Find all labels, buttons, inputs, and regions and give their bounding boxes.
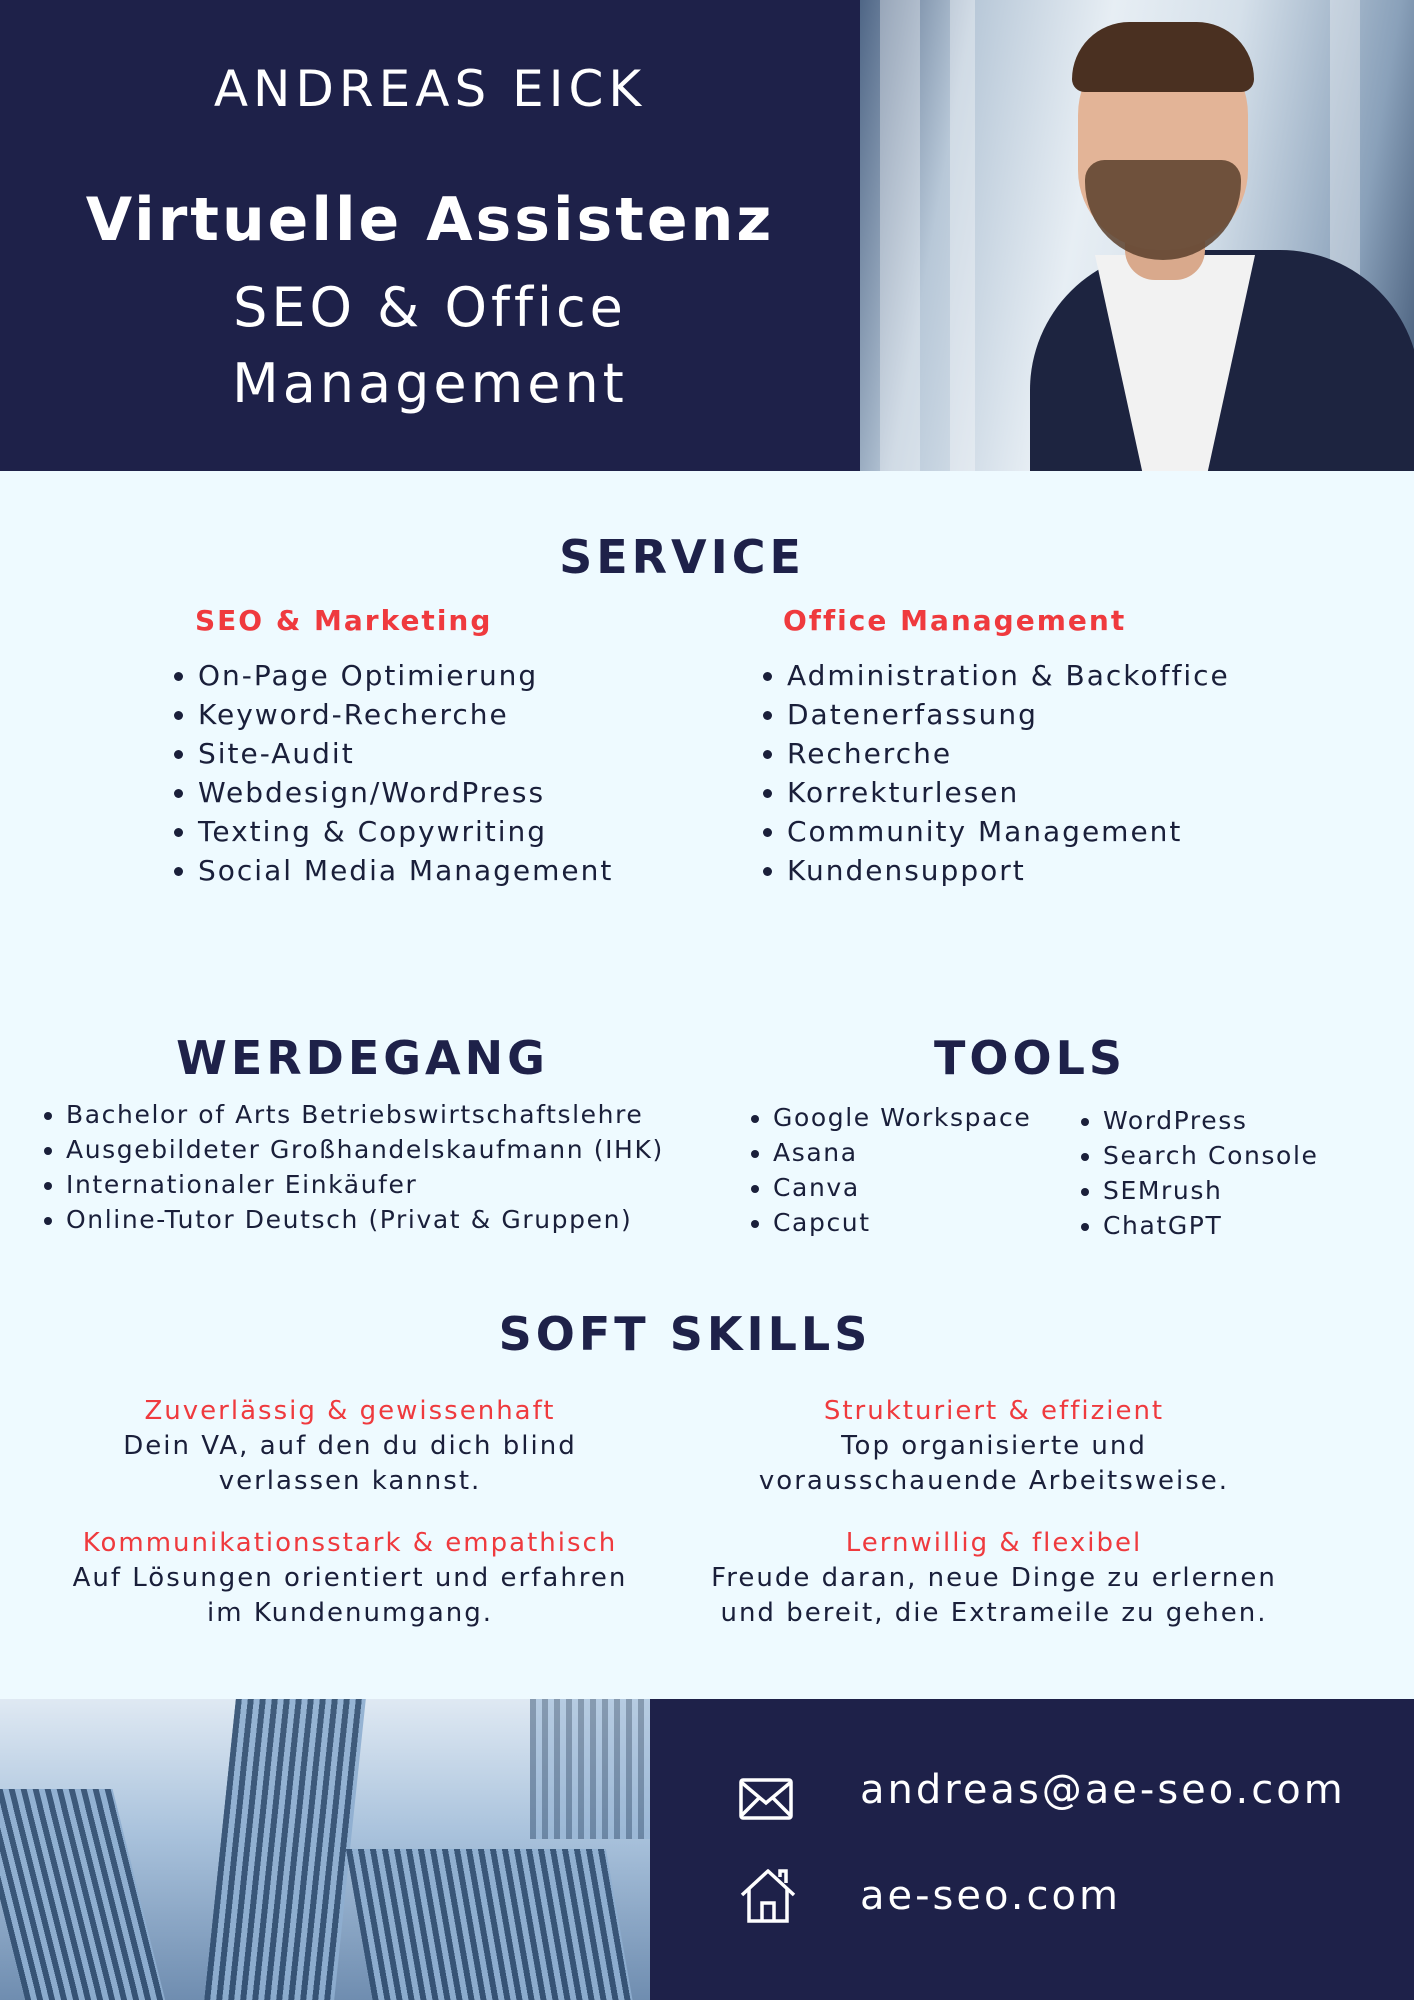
soft-skill-item	[30, 1526, 670, 1631]
house-icon	[738, 1867, 798, 1929]
portrait-photo	[860, 0, 1414, 471]
soft-skill-title: Kommunikationsstark & empathisch	[82, 1528, 618, 1558]
list-item: • Asana	[773, 1135, 1031, 1170]
seo-services-list	[170, 656, 613, 890]
soft-skill-description: und bereit, die Extrameile zu gehen.	[720, 1598, 1268, 1628]
office-management-title: Office Management	[783, 604, 1127, 637]
subline-line-1: SEO & Office	[233, 276, 627, 339]
list-item: • Keyword-Recherche	[198, 695, 613, 734]
soft-skill-description: Dein VA, auf den du dich blind	[123, 1431, 577, 1461]
header-banner	[0, 0, 1414, 471]
skyscraper-photo	[0, 1699, 650, 2000]
soft-skill-item	[674, 1526, 1314, 1631]
list-item: • Search Console	[1103, 1138, 1318, 1173]
header-text	[0, 0, 860, 471]
list-item: • Administration & Backoffice	[787, 656, 1230, 695]
list-item: • Capcut	[773, 1205, 1031, 1240]
werdegang-list	[38, 1097, 664, 1237]
seo-marketing-title: SEO & Marketing	[195, 604, 493, 637]
list-item: • Texting & Copywriting	[198, 812, 613, 851]
soft-skill-item	[674, 1394, 1314, 1499]
list-item: • Site-Audit	[198, 734, 613, 773]
soft-skill-description: Top organisierte und	[841, 1431, 1147, 1461]
subline-line-2: Management	[232, 352, 628, 415]
email-link[interactable]: andreas@ae-seo.com	[860, 1767, 1346, 1813]
headline: Virtuelle Assistenz	[85, 185, 775, 255]
list-item: • Korrekturlesen	[787, 773, 1230, 812]
office-services-list	[759, 656, 1230, 890]
soft-skill-description: vorausschauende Arbeitsweise.	[758, 1466, 1230, 1496]
soft-skill-title: Lernwillig & flexibel	[845, 1528, 1143, 1558]
list-item: • Datenerfassung	[787, 695, 1230, 734]
list-item: • SEMrush	[1103, 1173, 1318, 1208]
contact-panel	[650, 1699, 1414, 2000]
list-item: • Webdesign/WordPress	[198, 773, 613, 812]
list-item: • Bachelor of Arts Betriebswirtschaftslehre	[66, 1097, 664, 1132]
list-item: • WordPress	[1103, 1103, 1318, 1138]
werdegang-title: WERDEGANG	[176, 1031, 549, 1085]
soft-skill-description: im Kundenumgang.	[207, 1598, 493, 1628]
list-item: • Ausgebildeter Großhandelskaufmann (IHK)	[66, 1132, 664, 1167]
list-item: • Social Media Management	[198, 851, 613, 890]
list-item: • ChatGPT	[1103, 1208, 1318, 1243]
soft-skill-title: Zuverlässig & gewissenhaft	[144, 1396, 556, 1426]
service-title: SERVICE	[559, 530, 805, 584]
subline	[0, 270, 860, 422]
list-item: • Internationaler Einkäufer	[66, 1167, 664, 1202]
list-item: • Google Workspace	[773, 1100, 1031, 1135]
website-link[interactable]: ae-seo.com	[860, 1873, 1121, 1919]
soft-skill-title: Strukturiert & effizient	[823, 1396, 1165, 1426]
list-item: • Online-Tutor Deutsch (Privat & Gruppen)	[66, 1202, 664, 1237]
soft-skills-title: SOFT SKILLS	[498, 1307, 872, 1361]
list-item: • Recherche	[787, 734, 1230, 773]
list-item: • Kundensupport	[787, 851, 1230, 890]
soft-skill-description: Freude daran, neue Dinge zu erlernen	[711, 1563, 1277, 1593]
soft-skill-description: verlassen kannst.	[218, 1466, 482, 1496]
tools-list-2	[1075, 1103, 1318, 1243]
person-name: ANDREAS EICK	[213, 60, 647, 118]
soft-skill-item	[30, 1394, 670, 1499]
tools-title: TOOLS	[933, 1031, 1127, 1085]
envelope-icon	[738, 1777, 794, 1825]
list-item: • Canva	[773, 1170, 1031, 1205]
list-item: • On-Page Optimierung	[198, 656, 613, 695]
soft-skill-description: Auf Lösungen orientiert und erfahren	[72, 1563, 628, 1593]
list-item: • Community Management	[787, 812, 1230, 851]
tools-list-1	[745, 1100, 1031, 1240]
